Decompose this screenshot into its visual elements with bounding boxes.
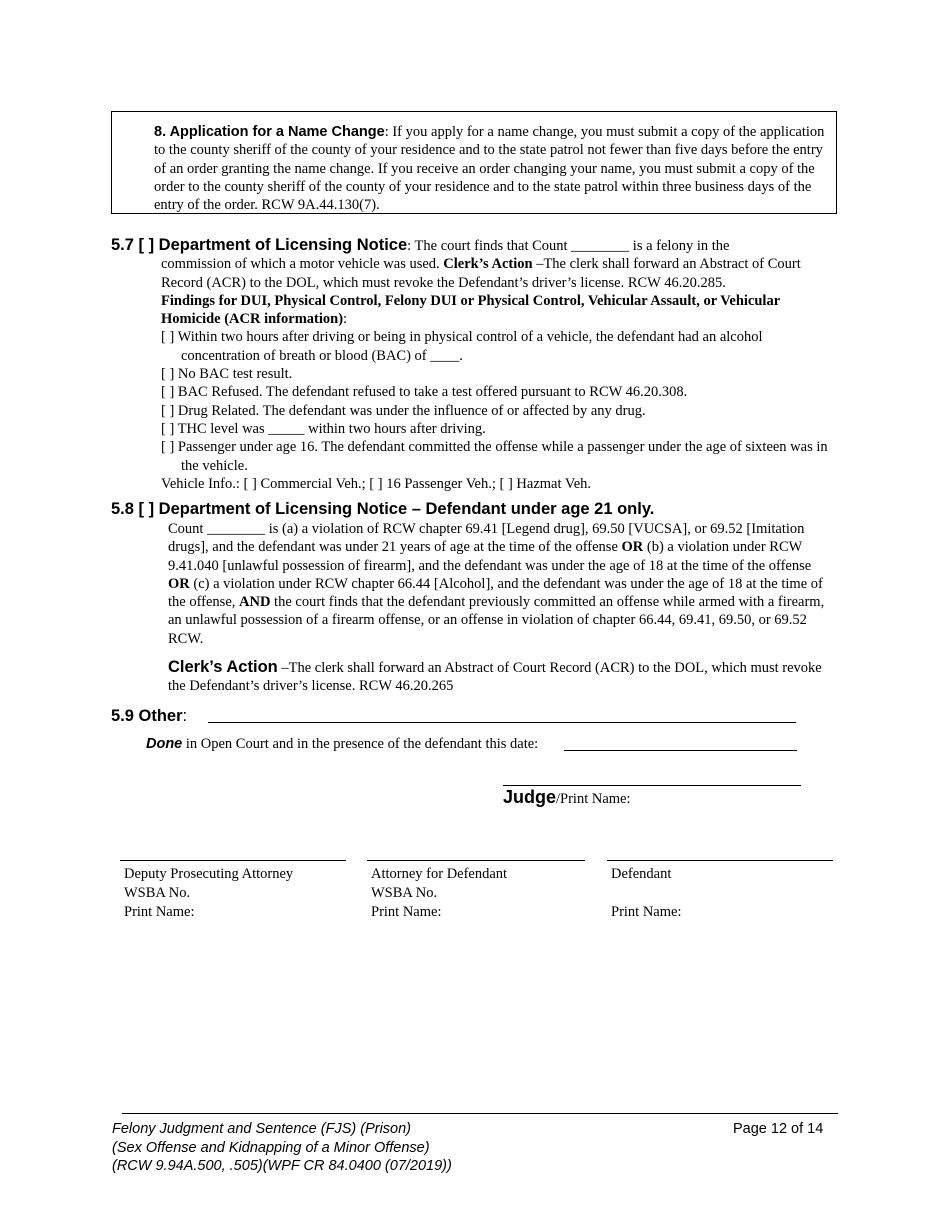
name-change-text: : If you apply for a name change, you must submit a copy of the application to the county sheriff of the county of your residence and to the state patrol not fewer than five days before the entry of an order granting the name change. If you receive an order changing your name, you must submit a copy of the order to the county sheriff of the county of your residence and to the state patrol within three business days of the entry of the order. RCW 9A.44.130(7).: [154, 124, 825, 214]
sec58-body: [168, 520, 836, 648]
sec57-clerk-text: –The clerk shall forward an Abstract of Court Record (ACR) to the DOL, which must revoke the Defendant’s driver’s license. RCW 46.20.285.: [161, 256, 801, 291]
defense-attorney-signature-block: [371, 865, 507, 922]
sec57-clerk-label: Clerk’s Action: [443, 256, 533, 273]
done-text: in Open Court and in the presence of the defendant this date:: [182, 736, 539, 752]
sec59-heading: [111, 707, 187, 725]
sec57-heading: 5.7 [ ] Department of Licensing Notice: [111, 236, 408, 254]
defendant-signature-line[interactable]: [607, 860, 833, 861]
sec58-clerk: [168, 658, 836, 696]
checkbox-item-bac-refused[interactable]: [ ] BAC Refused. The defendant refused to take a test offered pursuant to RCW 46.20.308.: [161, 384, 688, 401]
done-label: Done: [146, 736, 183, 752]
sec58-clerk-label: Clerk’s Action: [168, 658, 278, 676]
sec58-or1: OR: [621, 539, 644, 556]
sec58-p1: Count ________ is (a) a violation of RCW chapter 69.41 [Legend drug], 69.50 [VUCSA], or 69.52 [Imitation drugs], and the defendant was under 21 years of age at the time of the offense: [168, 521, 805, 556]
name-change-box: [111, 111, 837, 214]
defendant-wsba: [611, 884, 681, 903]
checkbox-item-no-bac[interactable]: [ ] No BAC test result.: [161, 366, 293, 383]
sec58-p4: the court finds that the defendant previously committed an offense while armed with a firearm, an unlawful possession of a firearm offense, or an offense in violation of chapter 66.44, 69.41, 69.50, or 69.52 RCW.: [168, 594, 825, 647]
name-change-paragraph: [154, 123, 826, 214]
prosecutor-signature-line[interactable]: [120, 860, 346, 861]
other-field-line[interactable]: [208, 722, 796, 723]
sec57-findings-colon: :: [343, 311, 348, 328]
sec59-colon: :: [182, 707, 188, 725]
checkbox-item-thc-level[interactable]: [ ] THC level was _____ within two hours after driving.: [161, 420, 486, 437]
prosecutor-title: Deputy Prosecuting Attorney: [124, 866, 294, 882]
vehicle-info[interactable]: Vehicle Info.: [ ] Commercial Veh.; [ ] 16 Passenger Veh.; [ ] Hazmat Veh.: [161, 475, 592, 492]
done-line: [146, 735, 538, 753]
sec58-or2: OR: [168, 575, 190, 592]
sec58-heading: 5.8 [ ] Department of Licensing Notice – Defendant under age 21 only.: [111, 500, 655, 518]
judge-print-name: /Print Name:: [556, 791, 631, 807]
sec57-intro: [111, 236, 841, 255]
defendant-signature-block: [611, 865, 681, 922]
name-change-heading: 8. Application for a Name Change: [154, 124, 385, 140]
sec57-findings-label: Findings for DUI, Physical Control, Felony DUI or Physical Control, Vehicular Assault, or Vehicular Homicide (ACR information): [161, 292, 780, 328]
sec59-label: 5.9 Other: [111, 707, 183, 725]
sec58-clerk-text: –The clerk shall forward an Abstract of Court Record (ACR) to the DOL, which must revoke the Defendant’s driver’s license. RCW 46.20.265: [168, 660, 822, 695]
defendant-title: Defendant: [611, 866, 672, 882]
sec57-intro-a: : The court finds that Count ________ is a felony in the: [407, 238, 730, 254]
sec57-body: [111, 255, 841, 292]
defense-attorney-title: Attorney for Defendant: [371, 866, 508, 882]
prosecutor-print-name: Print Name:: [124, 904, 195, 920]
defense-attorney-signature-line[interactable]: [367, 860, 585, 861]
judge-label-row: [503, 788, 631, 808]
sec57-findings: [111, 292, 841, 329]
sec57-checklist: [111, 328, 841, 474]
checkbox-item-drug-related[interactable]: [ ] Drug Related. The defendant was under the influence of or affected by any drug.: [161, 402, 646, 419]
prosecutor-signature-block: [124, 865, 293, 922]
sec57-intro-b: commission of which a motor vehicle was used.: [161, 256, 444, 273]
footer-line-1: Felony Judgment and Sentence (FJS) (Prison): [112, 1121, 411, 1137]
footer-line-2: (Sex Offense and Kidnapping of a Minor Offense): [112, 1139, 430, 1156]
defense-attorney-print-name: Print Name:: [371, 904, 442, 920]
checkbox-item-passenger[interactable]: [ ] Passenger under age 16. The defendant committed the offense while a passenger under the age of sixteen was in the vehicle.: [161, 439, 828, 474]
prosecutor-wsba: WSBA No.: [124, 885, 191, 901]
sec58-p2: (b) a violation under RCW 9.41.040 [unlawful possession of firearm], and the defendant was under the age of 18 at the time of the offense: [168, 539, 812, 574]
page-number: Page 12 of 14: [733, 1121, 824, 1137]
defendant-print-name: Print Name:: [611, 904, 682, 920]
footer-form-title: [112, 1120, 452, 1176]
date-field-line[interactable]: [564, 750, 797, 751]
defense-attorney-wsba: WSBA No.: [371, 885, 438, 901]
section-5-7: [111, 236, 841, 493]
footer-rule: [122, 1113, 838, 1114]
judge-label: Judge: [503, 787, 557, 807]
judge-signature-line[interactable]: [503, 785, 801, 786]
sec58-p3: (c) a violation under RCW chapter 66.44 [Alcohol], and the defendant was under the age of 18 at the time of the offense,: [168, 575, 823, 611]
checkbox-item-bac[interactable]: [ ] Within two hours after driving or being in physical control of a vehicle, the defendant had an alcohol concentration of breath or blood (BAC) of ____.: [161, 329, 763, 364]
footer-line-3: (RCW 9.94A.500, .505)(WPF CR 84.0400 (07/2019)): [112, 1158, 452, 1174]
sec58-and: AND: [239, 594, 271, 611]
